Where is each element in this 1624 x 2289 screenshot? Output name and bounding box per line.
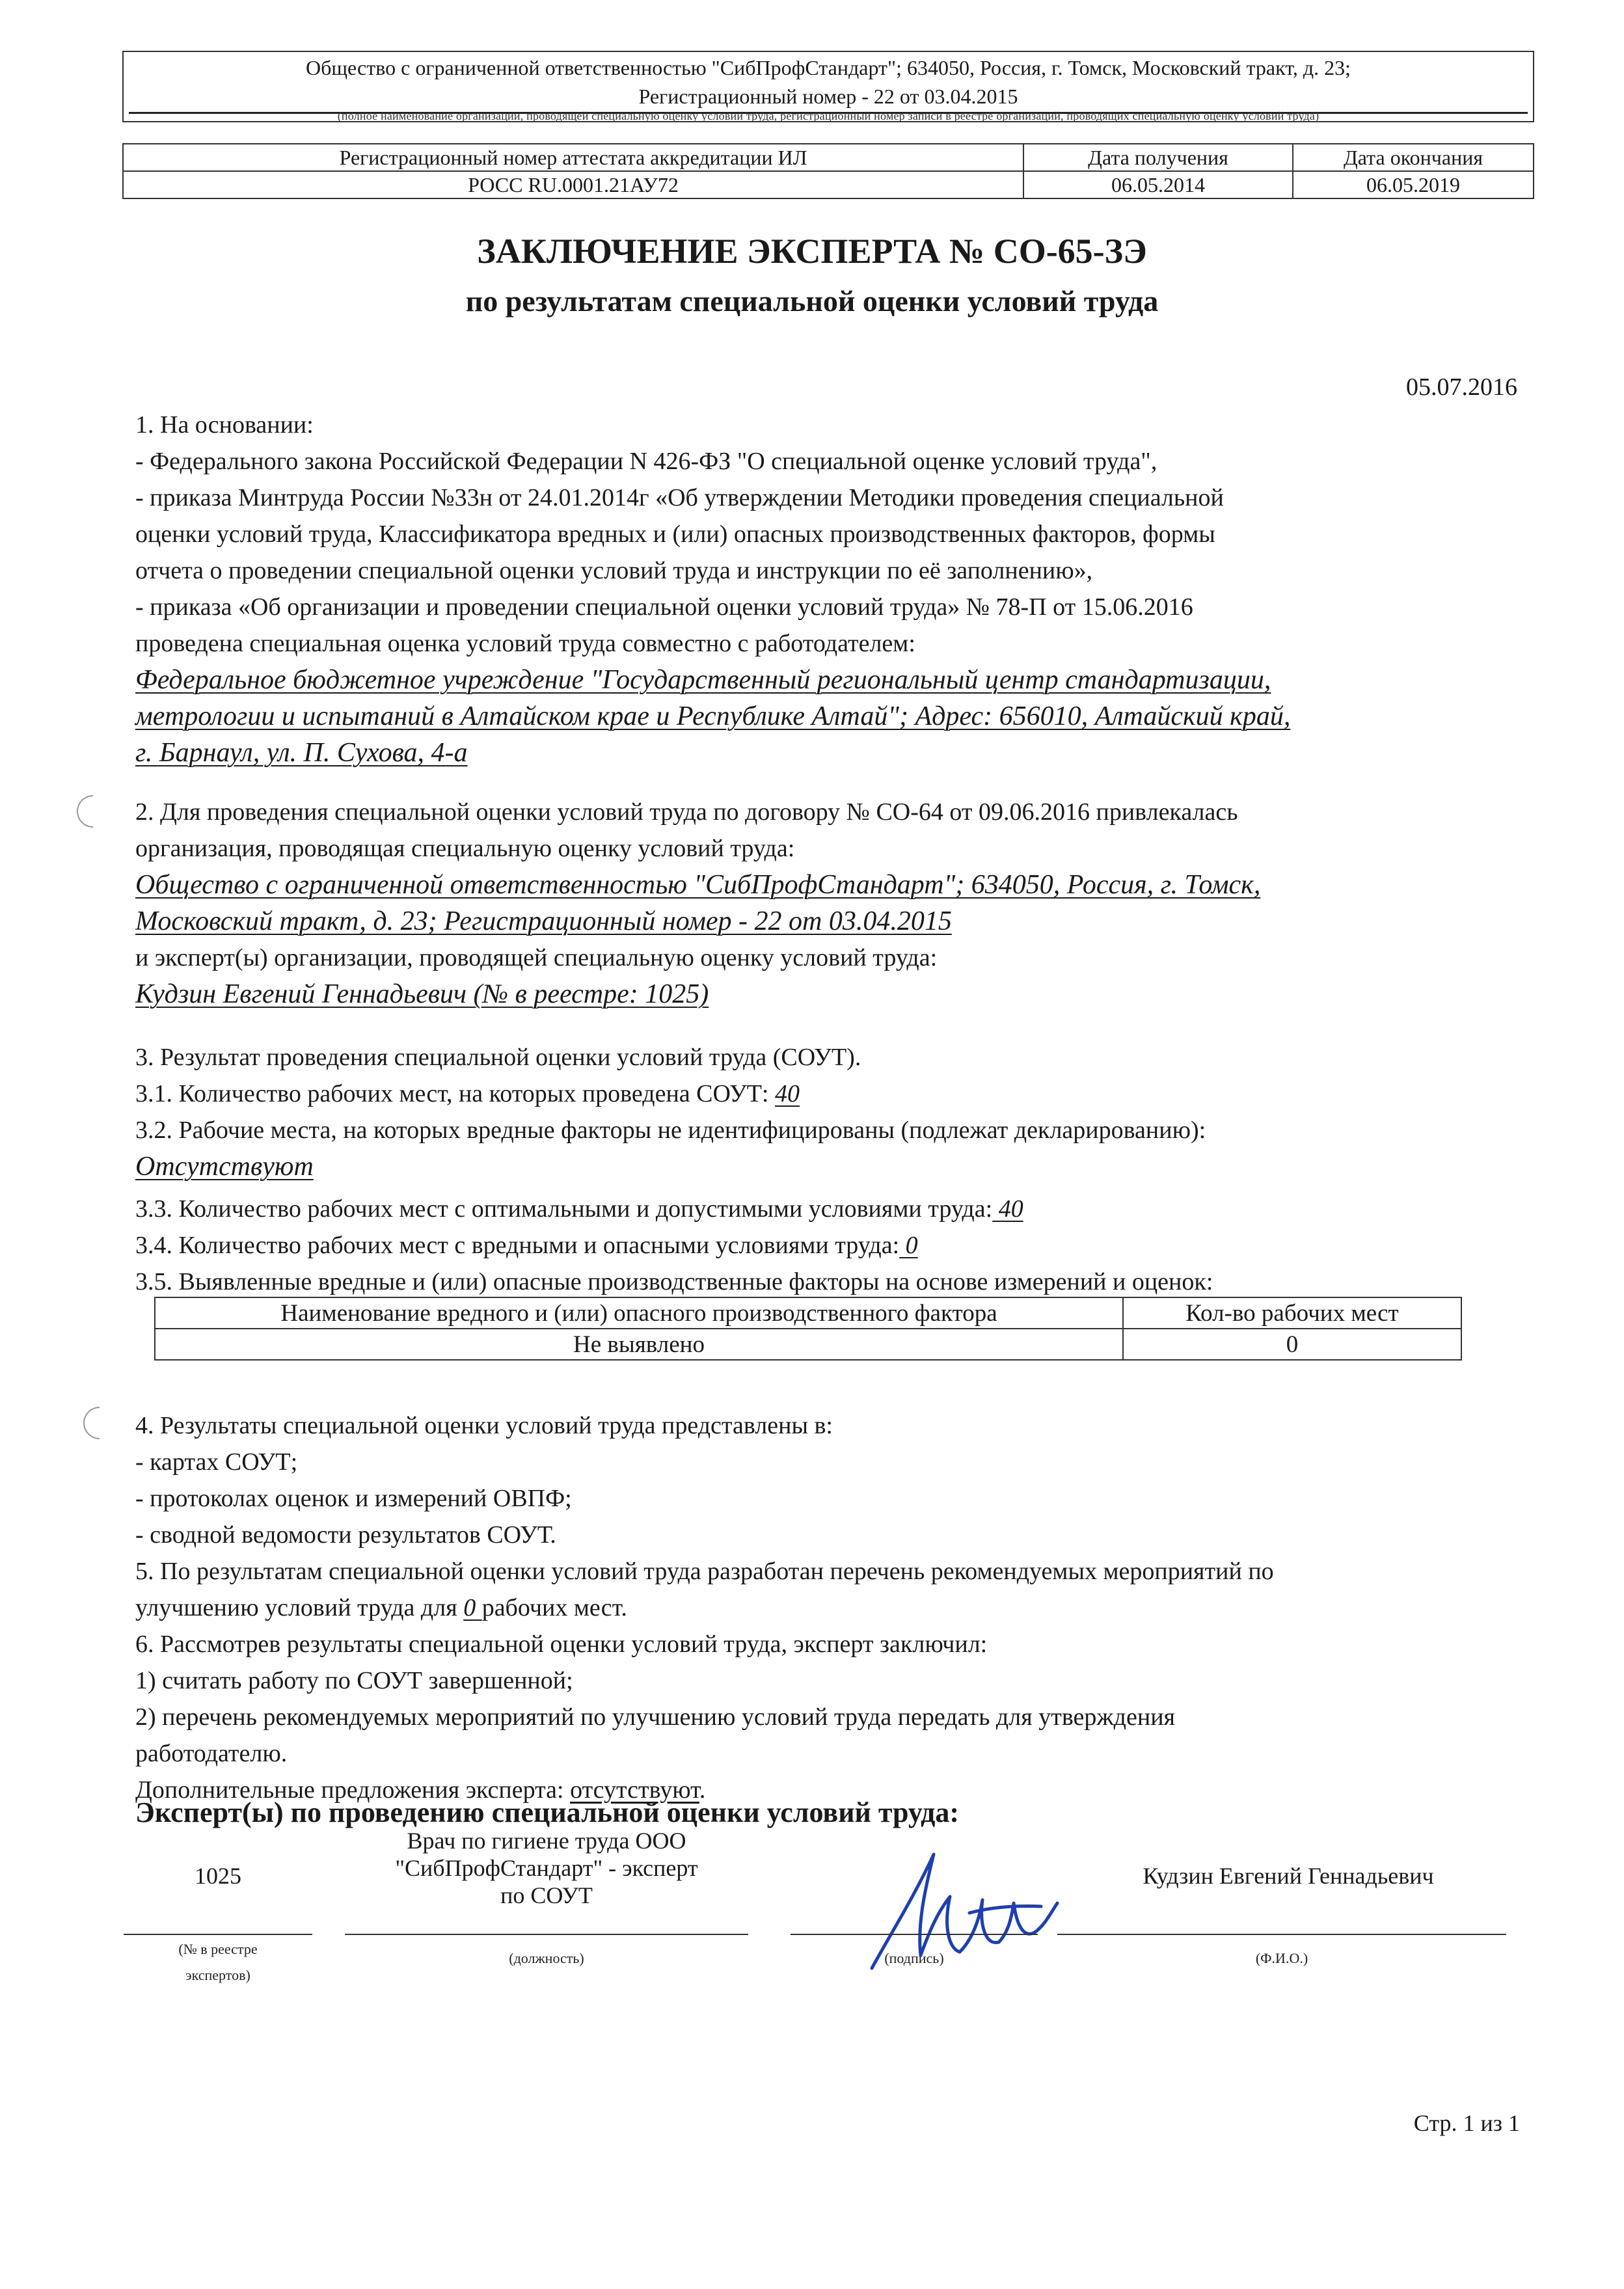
section-3-cont bbox=[135, 1191, 1213, 1300]
text-line: - сводной ведомости результатов СОУТ. bbox=[135, 1521, 556, 1549]
text-line: - приказа «Об организации и проведении специальной оценки условий труда» № 78-П от 15.06.2016 bbox=[135, 593, 1193, 621]
text-line: работодателю. bbox=[135, 1740, 288, 1767]
position-line: по СОУТ bbox=[500, 1882, 593, 1908]
position-line: "СибПрофСтандарт" - эксперт bbox=[395, 1855, 698, 1881]
position-line: Врач по гигиене труда ООО bbox=[407, 1828, 686, 1854]
registry-line bbox=[124, 1934, 312, 1935]
text-fragment: рабочих мест. bbox=[481, 1594, 627, 1621]
additional-proposals-value: отсутствуют bbox=[570, 1776, 699, 1804]
org-caption: (полное наименование организации, проводящей специальную оценку условий труда, регистрационный номер записи в реестре организаций, проводящих специальную оценку условий труда) bbox=[337, 109, 1320, 122]
signature-line bbox=[791, 1934, 1038, 1935]
workplaces-assessed-value: 40 bbox=[775, 1080, 800, 1107]
table-row bbox=[155, 1297, 1461, 1329]
assessor-org-line: Московский тракт, д. 23; Регистрационный номер - 22 от 03.04.2015 bbox=[135, 906, 952, 936]
punch-hole-mark bbox=[77, 1400, 123, 1446]
text-line: отчета о проведении специальной оценки условий труда и инструкции по её заполнению», bbox=[135, 557, 1093, 584]
workplace-count-cell: 0 bbox=[1123, 1329, 1461, 1360]
text-line: и эксперт(ы) организации, проводящей специальную оценку условий труда: bbox=[135, 944, 938, 971]
accreditation-number: РОСС RU.0001.21АУ72 bbox=[123, 171, 1023, 198]
workplace-count-header: Кол-во рабочих мест bbox=[1123, 1297, 1461, 1329]
issue-date-header: Дата получения bbox=[1023, 144, 1293, 171]
registry-number: 1025 bbox=[195, 1863, 241, 1889]
accreditation-table bbox=[122, 143, 1534, 199]
assessor-org-line: Общество с ограниченной ответственностью "СибПрофСтандарт"; 634050, Россия, г. Томск, bbox=[135, 870, 1261, 900]
item-3-5-label: 3.5. Выявленные вредные и (или) опасные производственные факторы на основе измерений и оценок: bbox=[135, 1268, 1213, 1295]
item-label: 3.1. Количество рабочих мест, на которых проведена СОУТ: bbox=[135, 1080, 775, 1107]
text-line: организация, проводящая специальную оценку условий труда: bbox=[135, 835, 795, 862]
item-3-2-label: 3.2. Рабочие места, на которых вредные факторы не идентифицированы (подлежат декларированию): bbox=[135, 1117, 1206, 1144]
accreditation-header: Регистрационный номер аттестата аккредитации ИЛ bbox=[123, 144, 1023, 171]
text-line: - картах СОУТ; bbox=[135, 1448, 298, 1476]
position-line-rule bbox=[345, 1934, 748, 1935]
table-row bbox=[123, 144, 1534, 171]
factor-name-header: Наименование вредного и (или) опасного производственного фактора bbox=[155, 1297, 1123, 1329]
expiry-date-header: Дата окончания bbox=[1293, 144, 1534, 171]
signature-caption: (подпись) bbox=[884, 1950, 944, 1966]
document-date: 05.07.2016 bbox=[1406, 373, 1517, 401]
document-title: ЗАКЛЮЧЕНИЕ ЭКСПЕРТА № СО-65-ЗЭ bbox=[477, 232, 1147, 271]
item-5-line2 bbox=[135, 1590, 1274, 1626]
text-line: 6. Рассмотрев результаты специальной оценки условий труда, эксперт заключил: bbox=[135, 1631, 988, 1658]
expiry-date: 06.05.2019 bbox=[1293, 171, 1534, 198]
section-2 bbox=[135, 794, 1260, 1012]
text-fragment: . bbox=[699, 1776, 706, 1804]
item-label: 3.4. Количество рабочих мест с вредными и опасными условиями труда: bbox=[135, 1232, 900, 1259]
position-caption: (должность) bbox=[509, 1950, 584, 1966]
org-registration-line: Регистрационный номер - 22 от 03.04.2015 bbox=[638, 85, 1018, 108]
text-fragment: Дополнительные предложения эксперта: bbox=[135, 1776, 571, 1804]
text-line: - Федерального закона Российской Федерации N 426-ФЗ "О специальной оценке условий труда", bbox=[135, 448, 1157, 475]
measures-workplaces-value: 0 bbox=[463, 1594, 482, 1621]
item-3-4 bbox=[135, 1227, 1213, 1264]
page-number: Стр. 1 из 1 bbox=[1413, 2110, 1520, 2136]
factor-name-cell: Не выявлено bbox=[155, 1329, 1123, 1360]
caption-line: экспертов) bbox=[185, 1967, 250, 1983]
caption-line: (№ в реестре bbox=[178, 1941, 258, 1957]
text-line: 2) перечень рекомендуемых мероприятий по улучшению условий труда передать для утверждения bbox=[135, 1703, 1176, 1731]
harmful-factors-table bbox=[154, 1297, 1462, 1361]
document-subtitle: по результатам специальной оценки условий труда bbox=[465, 284, 1159, 318]
name-caption: (Ф.И.О.) bbox=[1255, 1950, 1308, 1966]
registry-caption bbox=[124, 1936, 312, 1988]
employer-line: Федеральное бюджетное учреждение "Государственный региональный центр стандартизации, bbox=[135, 665, 1271, 695]
text-line: 4. Результаты специальной оценки условий труда представлены в: bbox=[135, 1412, 833, 1439]
table-row bbox=[155, 1329, 1461, 1360]
text-line: 1. На основании: bbox=[135, 411, 314, 439]
text-line: проведена специальная оценка условий труда совместно с работодателем: bbox=[135, 630, 915, 657]
expert-name-line: Кудзин Евгений Геннадьевич (№ в реестре: 1025) bbox=[135, 979, 709, 1009]
experts-heading: Эксперт(ы) по проведению специальной оценки условий труда: bbox=[135, 1796, 960, 1828]
text-fragment: улучшению условий труда для bbox=[135, 1594, 464, 1621]
item-3-3 bbox=[135, 1191, 1213, 1227]
optimal-workplaces-value: 40 bbox=[992, 1195, 1023, 1223]
text-line: 1) считать работу по СОУТ завершенной; bbox=[135, 1667, 573, 1694]
punch-hole-mark bbox=[70, 789, 116, 835]
section-3 bbox=[135, 1039, 1206, 1185]
text-line: 2. Для проведения специальной оценки условий труда по договору № СО-64 от 09.06.2016 привлекалась bbox=[135, 798, 1238, 826]
org-name-line: Общество с ограниченной ответственностью "СибПрофСтандарт"; 634050, Россия, г. Томск, Московский тракт, д. 23; bbox=[306, 56, 1351, 79]
text-line: - приказа Минтруда России №33н от 24.01.2014г «Об утверждении Методики проведения специальной bbox=[135, 484, 1224, 511]
item-3-1 bbox=[135, 1076, 1206, 1112]
declared-workplaces-value: Отсутствуют bbox=[135, 1152, 314, 1182]
text-line: оценки условий труда, Классификатора вредных и (или) опасных производственных факторов, формы bbox=[135, 521, 1215, 548]
text-line: 5. По результатам специальной оценки условий труда разработан перечень рекомендуемых мероприятий по bbox=[135, 1558, 1274, 1585]
employer-line: метрологии и испытаний в Алтайском крае и Республике Алтай"; Адрес: 656010, Алтайский край, bbox=[135, 701, 1291, 731]
expert-full-name: Кудзин Евгений Геннадьевич bbox=[1143, 1863, 1434, 1889]
name-line bbox=[1057, 1934, 1506, 1935]
issue-date: 06.05.2014 bbox=[1023, 171, 1293, 198]
section-4 bbox=[135, 1407, 1274, 1808]
text-line: 3. Результат проведения специальной оценки условий труда (СОУТ). bbox=[135, 1044, 861, 1071]
employer-line: г. Барнаул, ул. П. Сухова, 4-а bbox=[135, 738, 468, 768]
harmful-workplaces-value: 0 bbox=[899, 1232, 918, 1259]
table-row bbox=[123, 171, 1534, 198]
expert-position bbox=[345, 1827, 748, 1909]
section-1 bbox=[135, 407, 1290, 771]
item-label: 3.3. Количество рабочих мест с оптимальными и допустимыми условиями труда: bbox=[135, 1195, 993, 1223]
text-line: - протоколах оценок и измерений ОВПФ; bbox=[135, 1485, 572, 1512]
